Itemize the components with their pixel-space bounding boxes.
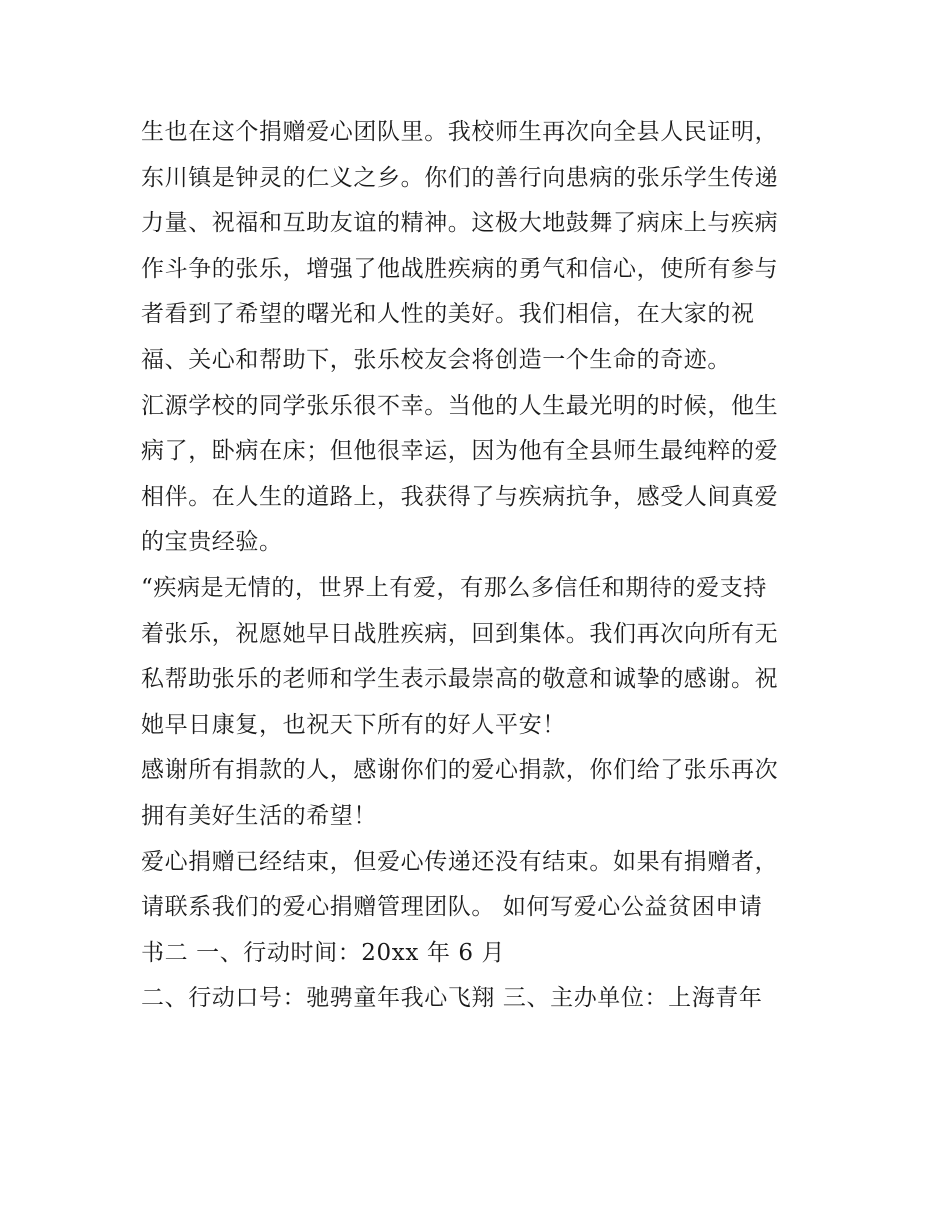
text-line: “疾病是无情的，世界上有爱，有那么多信任和期待的爱支持 [141, 574, 767, 601]
text-line: 私帮助张乐的老师和学生表示最崇高的敬意和诚挚的感谢。祝 [141, 666, 779, 693]
text-line: 书二 一、行动时间：20xx 年 6 月 [141, 939, 506, 966]
text-line: 汇源学校的同学张乐很不幸。当他的人生最光明的时候，他生 [141, 392, 779, 419]
document-body [141, 110, 821, 1022]
text-line: 爱心捐赠已经结束，但爱心传递还没有结束。如果有捐赠者， [141, 848, 779, 875]
text-line: 感谢所有捐款的人，感谢你们的爱心捐款，你们给了张乐再次 [141, 757, 779, 784]
text-line: 她早日康复，也祝天下所有的好人平安！ [141, 711, 566, 738]
text-line: 请联系我们的爱心捐赠管理团队。 如何写爱心公益贫困申请 [141, 894, 763, 921]
text-line: 的宝贵经验。 [141, 529, 283, 556]
text-line: 作斗争的张乐，增强了他战胜疾病的勇气和信心，使所有参与 [141, 255, 779, 282]
text-line: 病了，卧病在床；但他很幸运，因为他有全县师生最纯粹的爱 [141, 438, 779, 465]
text-line: 生也在这个捐赠爱心团队里。我校师生再次向全县人民证明， [141, 119, 779, 145]
text-line: 者看到了希望的曙光和人性的美好。我们相信，在大家的祝 [141, 301, 755, 328]
text-line: 相伴。在人生的道路上，我获得了与疾病抗争，感受人间真爱 [141, 483, 779, 510]
text-line: 拥有美好生活的希望！ [141, 802, 377, 829]
text-line: 福、关心和帮助下，张乐校友会将创造一个生命的奇迹。 [141, 346, 731, 373]
text-line: 东川镇是钟灵的仁义之乡。你们的善行向患病的张乐学生传递 [141, 164, 779, 191]
text-line: 二、行动口号：驰骋童年我心飞翔 三、主办单位：上海青年 [141, 985, 763, 1012]
text-line: 着张乐，祝愿她早日战胜疾病，回到集体。我们再次向所有无 [141, 620, 779, 647]
text-line: 力量、祝福和互助友谊的精神。这极大地鼓舞了病床上与疾病 [141, 210, 779, 237]
